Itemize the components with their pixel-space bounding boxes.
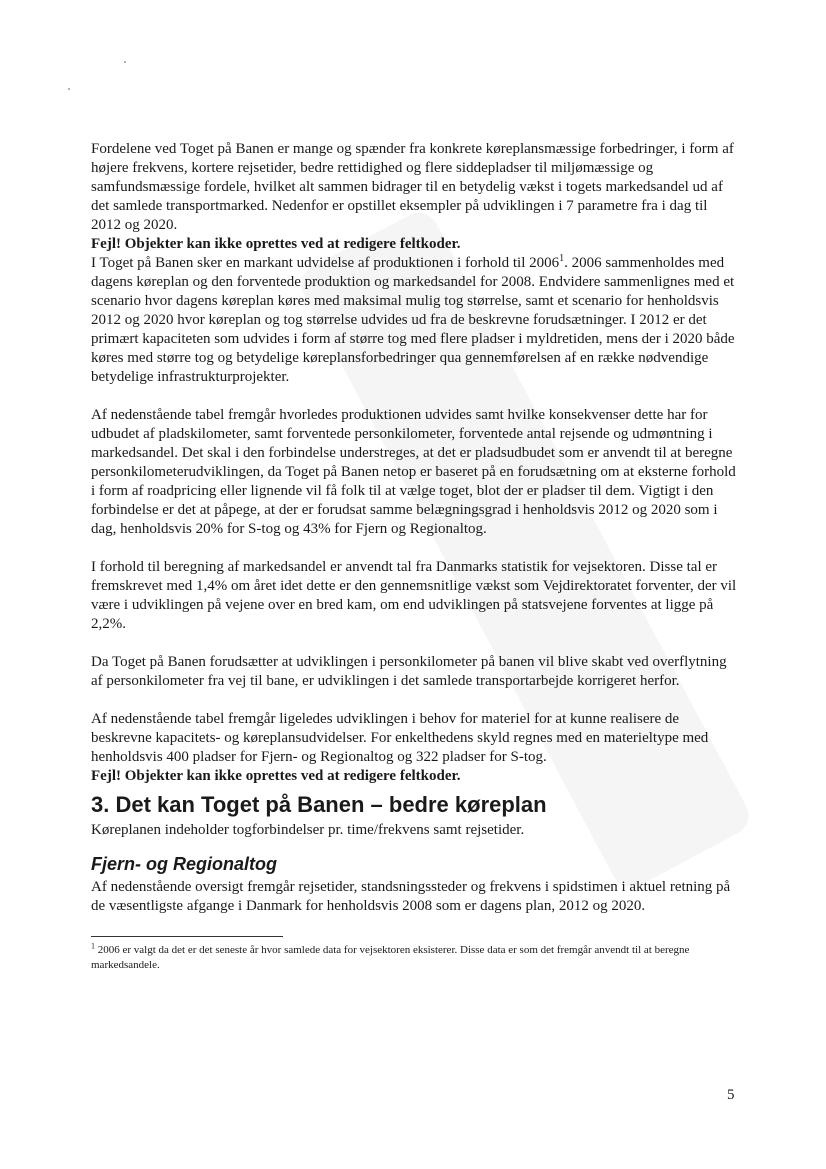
footnote-text: 2006 er valgt da det er det seneste år hvor samlede data for vejsektoren eksisterer. Disse data er som det fremgår anvendt til at beregne markedsandele. <box>91 944 690 971</box>
paragraph-gap <box>91 387 741 406</box>
subsection-text: Af nedenstående oversigt fremgår rejsetider, standsningssteder og frekvens i spidstimen i aktuel retning på de væsentligste afgange i Danmark for henholdsvis 2008 som er dagens plan, 2012 og 2020. <box>91 879 731 914</box>
footnote-separator <box>91 936 283 937</box>
footnote <box>91 943 741 973</box>
paragraph-production-expansion <box>91 254 741 387</box>
paragraph-transfer: Da Toget på Banen forudsætter at udviklingen i personkilometer på banen vil blive skabt ved overflytning af personkilometer fra vej til bane, er udviklingen i det samlede transportarbejde korrigeret herfor. <box>91 654 727 689</box>
page-number: 5 <box>727 1087 735 1103</box>
subsection-heading: Fjern- og Regionaltog <box>91 854 277 874</box>
paragraph-market-share: I forhold til beregning af markedsandel er anvendt tal fra Danmarks statistik for vejsektoren. Disse tal er fremskrevet med 1,4% om året idet dette er den gennemsnitlige vækst som Vejdirektoratet forventer, der vil være i udviklingen på vejene over en bred kam, om end udviklingen på statsvejene forventes at ligge på 2,2%. <box>91 559 737 632</box>
paragraph-gap <box>91 691 741 710</box>
paragraph-table-explanation: Af nedenstående tabel fremgår hvorledes produktionen udvides samt hvilke konsekvenser dette har for udbudet af pladskilometer, samt forventede personkilometer, forventede antal rejsende og udmøntning i markedsandel. Det skal i den forbindelse understreges, at det er pladsudbudet som er anvendt til at beregne personkilometerudviklingen, da Toget på Banen netop er baseret på en forudsætning om at eksterne forhold i form af roadpricing eller lignende vil få folk til at vælge toget, blot der er pladser til dem. Vigtigt i den forbindelse er det at påpege, at der er forudsat samme belægningsgrad i henholdsvis 2012 og 2020 som i dag, henholdsvis 20% for S-tog og 43% for Fjern og Regionaltog. <box>91 407 736 537</box>
section-intro: Køreplanen indeholder togforbindelser pr. time/frekvens samt rejsetider. <box>91 822 525 838</box>
paragraph-rolling-stock: Af nedenstående tabel fremgår ligeledes udviklingen i behov for materiel for at kunne realisere de beskrevne kapacitets- og køreplansudvidelser. For enkelthedens skyld regnes med en materieltype med henholdsvis 400 pladser for Fjern- og Regionaltog og 322 pladser for S-tog. <box>91 711 709 765</box>
section-heading: 3. Det kan Toget på Banen – bedre køreplan <box>91 792 547 817</box>
field-code-error: Fejl! Objekter kan ikke oprettes ved at redigere feltkoder. <box>91 768 461 784</box>
page-content <box>91 140 741 973</box>
paragraph-benefits: Fordelene ved Toget på Banen er mange og spænder fra konkrete køreplansmæssige forbedringer, i form af højere frekvens, kortere rejsetider, bedre rettidighed og flere siddepladser til miljømæssige og samfundsmæssige fordele, hvilket alt sammen bidrager til en betydelig vækst i togets markedsandel ud af det samlede transportmarked. Nedenfor er opstillet eksempler på udviklingen i 7 parametre fra i dag til 2012 og 2020. <box>91 141 734 233</box>
paragraph-gap <box>91 634 741 653</box>
scan-speck <box>124 61 126 63</box>
scan-speck <box>68 88 70 90</box>
paragraph-text: . 2006 sammenholdes med dagens køreplan og den forventede produktion og markedsandel for 2008. Endvidere sammenlignes med et scenario hvor dagens køreplan køres med maksimal mulig tog størrelse, samt et scenario for henholdsvis 2012 og 2020 hvor køreplan og tog størrelse udvides ud fra de beskrevne forudsætninger. I 2012 er det primært kapaciteten som udvides i form af større tog med flere pladser i myldretiden, mens der i 2020 både køres med større tog og betydelige køreplansforbedringer qua gennemførelsen af en række nødvendige betydelige infrastrukturprojekter. <box>91 255 735 385</box>
paragraph-gap <box>91 539 741 558</box>
field-code-error: Fejl! Objekter kan ikke oprettes ved at redigere feltkoder. <box>91 236 461 252</box>
paragraph-text: I Toget på Banen sker en markant udvidelse af produktionen i forhold til 2006 <box>91 255 560 271</box>
footnote-marker: 1 <box>91 941 95 951</box>
footnote-reference[interactable]: 1 <box>559 253 565 264</box>
